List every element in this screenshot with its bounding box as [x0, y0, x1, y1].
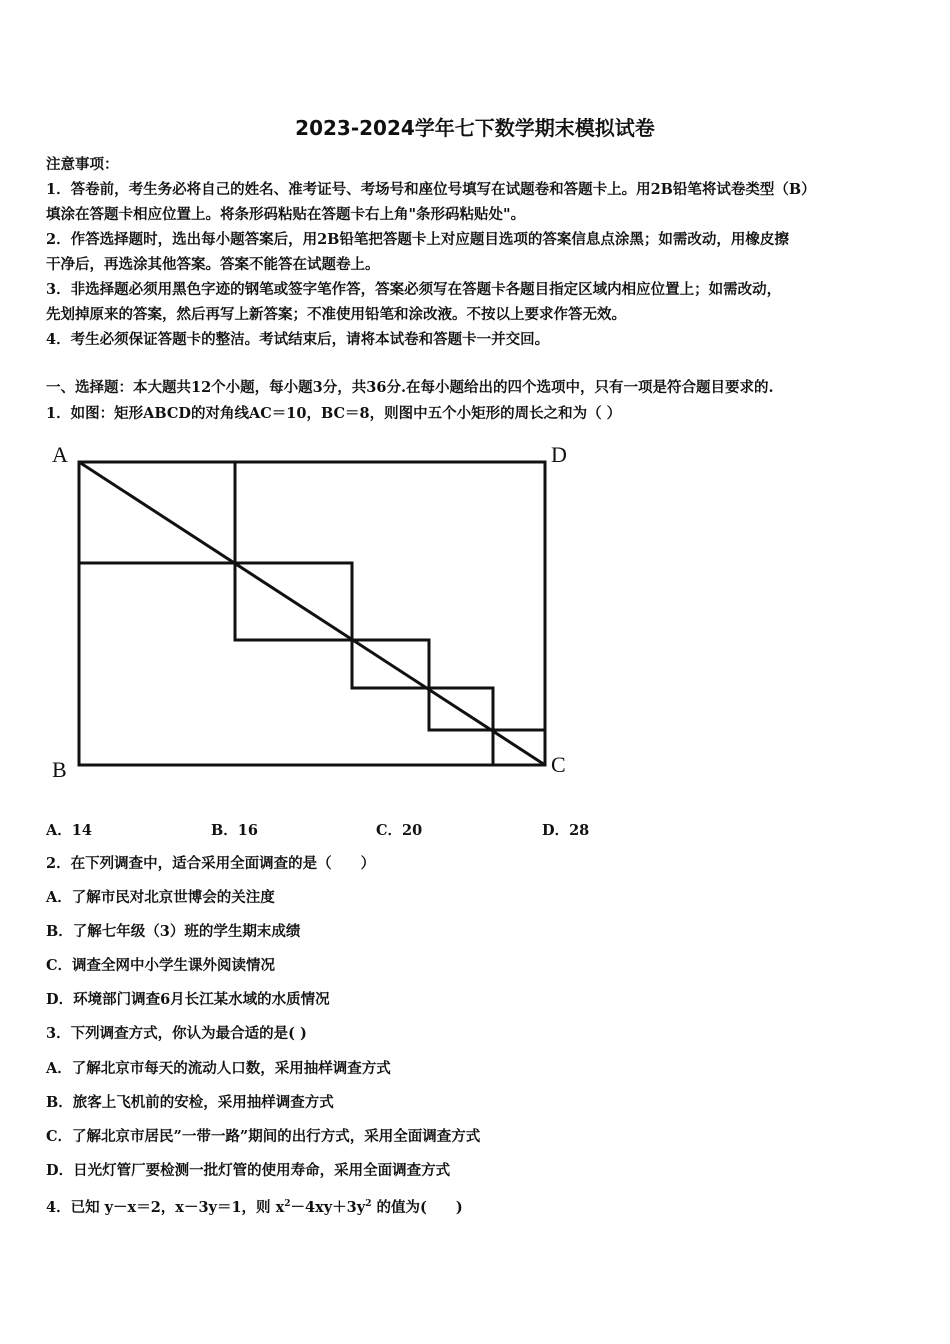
q1-option-d: D．28 — [542, 822, 590, 839]
notice-item-2-line-2: 干净后，再选涂其他答案。答案不能答在试题卷上。 — [46, 256, 380, 273]
q2-option-a: A．了解市民对北京世博会的关注度 — [46, 889, 275, 906]
q3-option-c: C．了解北京市居民”一带一路”期间的出行方式，采用全面调查方式 — [46, 1128, 481, 1145]
notice-item-4: 4．考生必须保证答题卡的整洁。考试结束后，请将本试卷和答题卡一并交回。 — [46, 331, 550, 348]
diagonal-ac — [79, 462, 545, 765]
q3-option-b: B．旅客上飞机前的安检，采用抽样调查方式 — [46, 1094, 334, 1111]
q2-option-d: D．环境部门调查6月长江某水域的水质情况 — [46, 991, 330, 1008]
question-4-stem — [46, 1196, 463, 1217]
notice-item-2-line-1: 2．作答选择题时，选出每小题答案后，用2B铅笔把答题卡上对应题目选项的答案信息点涂黑；如需改动，用橡皮擦 — [46, 231, 789, 248]
notice-item-1-line-2: 填涂在答题卡相应位置上。将条形码粘贴在答题卡右上角"条形码粘贴处"。 — [46, 206, 526, 223]
vertex-label-b: B — [52, 757, 67, 782]
vertex-label-a: A — [52, 442, 68, 467]
q1-option-b: B．16 — [211, 822, 258, 839]
q2-option-b: B．了解七年级（3）班的学生期末成绩 — [46, 923, 301, 940]
q4-prefix: 4．已知 y－x＝2，x－3y＝1，则 x — [46, 1199, 285, 1216]
notice-item-1-line-1: 1．答卷前，考生务必将自己的姓名、准考证号、考场号和座位号填写在试题卷和答题卡上。用2B铅笔将试卷类型（B） — [46, 181, 816, 198]
notice-heading: 注意事项： — [46, 156, 119, 173]
q4-middle: －4xy＋3y — [290, 1199, 366, 1216]
question-2-stem: 2．在下列调查中，适合采用全面调查的是（ ） — [46, 855, 376, 872]
q2-option-c: C．调查全网中小学生课外阅读情况 — [46, 957, 276, 974]
q4-exponent-1: 2 — [284, 1199, 291, 1210]
q1-option-a: A．14 — [46, 822, 92, 839]
q3-option-a: A．了解北京市每天的流动人口数，采用抽样调查方式 — [46, 1060, 391, 1077]
vertex-label-c: C — [551, 752, 566, 777]
vertex-label-d: D — [551, 442, 567, 467]
q1-option-c: C．20 — [376, 822, 423, 839]
notice-item-3-line-2: 先划掉原来的答案，然后再写上新答案；不准使用铅笔和涂改液。不按以上要求作答无效。 — [46, 306, 626, 323]
rectangle-figure — [40, 430, 600, 790]
q4-suffix: 的值为( ) — [371, 1199, 463, 1216]
page-title: 2023-2024学年七下数学期末模拟试卷 — [295, 116, 655, 140]
notice-item-3-line-1: 3．非选择题必须用黑色字迹的钢笔或签字笔作答，答案必须写在答题卡各题目指定区域内相应位置上；如需改动， — [46, 281, 782, 298]
question-1-stem: 1．如图：矩形ABCD的对角线AC＝10，BC＝8，则图中五个小矩形的周长之和为（ ） — [46, 405, 622, 422]
q4-exponent-2: 2 — [365, 1199, 372, 1210]
question-3-stem: 3．下列调查方式，你认为最合适的是( ) — [46, 1025, 307, 1042]
q3-option-d: D．日光灯管厂要检测一批灯管的使用寿命，采用全面调查方式 — [46, 1162, 451, 1179]
section-heading: 一、选择题：本大题共12个小题，每小题3分，共36分.在每小题给出的四个选项中，只有一项是符合题目要求的. — [46, 379, 774, 396]
